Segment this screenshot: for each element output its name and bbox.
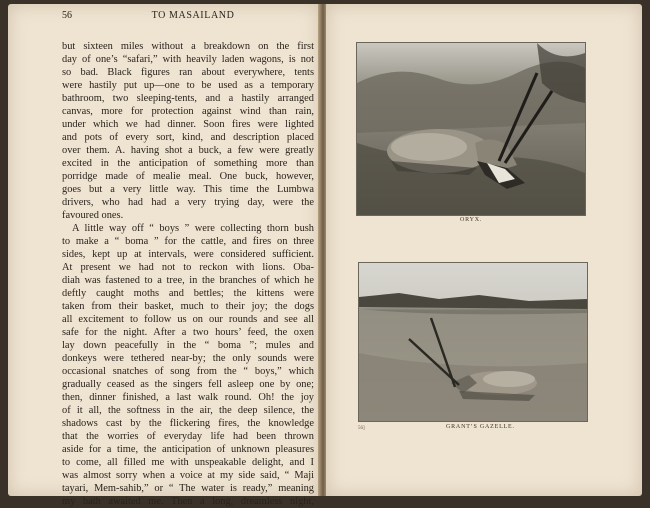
- plate-number: 56]: [358, 426, 365, 431]
- text-line: tayari, Mem-sahib,” or “ The water is ready,” meaning: [62, 483, 314, 494]
- text-line: over them. A. having shot a buck, a few were greatly: [62, 145, 314, 156]
- text-line: occasional snatches of song from the “ boys,” which: [62, 366, 314, 377]
- text-line: taken from their basket, much to their joy; the dogs: [62, 301, 314, 312]
- text-line: that the worries of everyday life had been thrown: [62, 431, 314, 442]
- text-line: aside for a time, the anticipation of unknown pleasures: [62, 444, 314, 455]
- text-line: so bad. Black figures ran about everywhere, tents: [62, 67, 314, 78]
- text-line: then, dinner finished, a last walk round. Oh! the joy: [62, 392, 314, 403]
- text-line: shadows cast by the flickering fires, the knowledge: [62, 418, 314, 429]
- text-line: At present we had not to reckon with lions. Oba-: [62, 262, 314, 273]
- page-number: 56: [62, 10, 72, 21]
- text-line: donkeys were tethered near-by; the only sounds were: [62, 353, 314, 364]
- text-line: gradually ceased as the singers fell asleep one by one;: [62, 379, 314, 390]
- text-line: were hastily put up—one to be used as a temporary: [62, 80, 314, 91]
- gazelle-caption: GRANT’S GAZELLE.: [446, 424, 515, 430]
- text-line: porridge made of mealie meal. One buck, however,: [62, 171, 314, 182]
- oryx-photo: [356, 42, 586, 216]
- text-line: goes but a very little way. This time the Lumbwa: [62, 184, 314, 195]
- text-line: canvas, more for protection against wind than rain,: [62, 106, 314, 117]
- text-line: excited in the anticipation of something more than: [62, 158, 314, 169]
- text-line: deftly caught moths and bettles; the kittens were: [62, 288, 314, 299]
- text-line: day of one’s “safari,” with heavily laden wagons, is not: [62, 54, 314, 65]
- gazelle-photo: [358, 262, 588, 422]
- text-line: and pots of every sort, kind, and description placed: [62, 132, 314, 143]
- text-line: lay down peacefully in the “ boma ”; mules and: [62, 340, 314, 351]
- oryx-caption: ORYX.: [460, 217, 483, 223]
- body-text: [62, 40, 314, 508]
- page-header: [62, 10, 302, 24]
- text-line: A little way off “ boys ” were collecting thorn bush: [72, 223, 314, 234]
- text-line: drivers, who had had a very trying day, were the: [62, 197, 314, 208]
- text-line: diah was fastened to a tree, in the branches of which he: [62, 275, 314, 286]
- text-line: to make a “ boma ” for the cattle, and fires on three: [62, 236, 314, 247]
- text-line: all excitement to follow us on our rounds and see all: [62, 314, 314, 325]
- text-line: my bath awaited me. Then a long, dreamless night,: [62, 496, 314, 507]
- text-line: to come, all filled me with unspeakable delight, and I: [62, 457, 314, 468]
- text-line: was almost sorry when a voice at my side said, “ Maji: [62, 470, 314, 481]
- text-line: safe for the night. After a two hours’ feed, the oxen: [62, 327, 314, 338]
- running-head: TO MASAILAND: [151, 10, 235, 21]
- text-line: sides, kept up at intervals, were considered sufficient.: [62, 249, 314, 260]
- text-line: bathroom, two sleeping-tents, and a hastily arranged: [62, 93, 314, 104]
- text-line: but sixteen miles without a breakdown on the first: [62, 41, 314, 52]
- text-line: favoured ones.: [62, 210, 124, 221]
- text-line: under which we had dinner. Soon fires were lighted: [62, 119, 314, 130]
- text-line: of it all, the softness in the air, the deep silence, the: [62, 405, 314, 416]
